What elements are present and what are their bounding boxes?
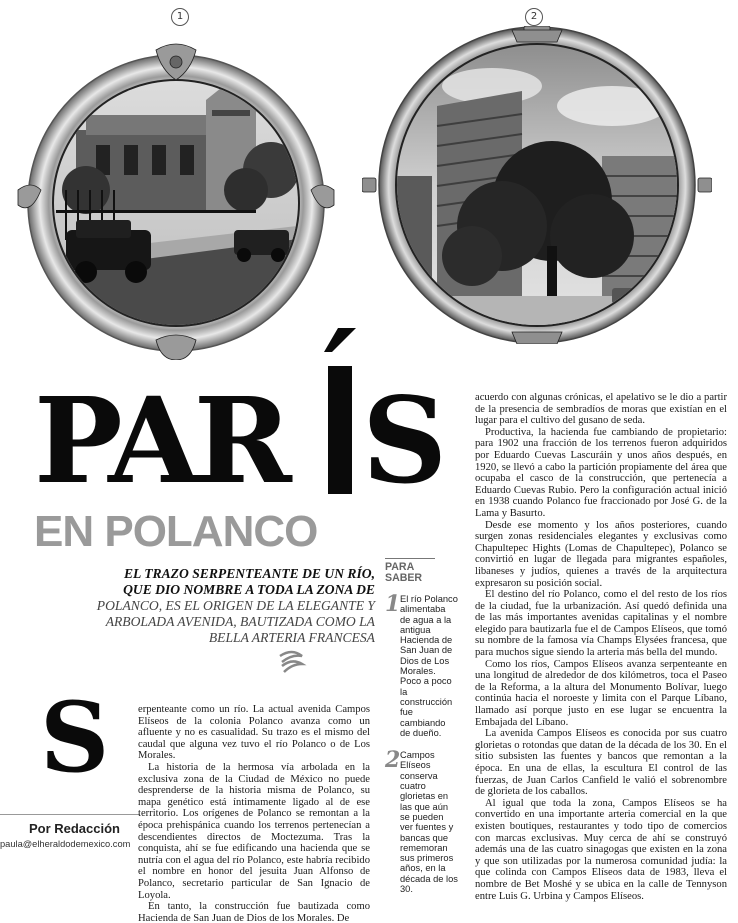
paragraph: En tanto, la construcción fue bautizada como Hacienda de San Juan de Dios de los Morales. De (138, 901, 370, 923)
lead-line-2: QUE DIO NOMBRE A TODA LA ZONA DE (123, 582, 375, 597)
sidebar-item-1 (385, 591, 460, 738)
sidebar-para-saber (385, 558, 460, 894)
paragraph: acuerdo con algunas crónicas, el apelativo se le dio a partir de la presencia de sembradíos de moras que existían en el lugar para el cultivo del gusano de seda. (475, 392, 727, 427)
lead-line-3: POLANCO, ES EL ORIGEN DE LA ELEGANTE Y (96, 598, 375, 613)
paragraph: La historia de la hermosa vía arbolada en la exclusiva zona de la Ciudad de México no puede desprenderse de la historia misma de Polanco, su mapa genético está íntimamente ligado al de ese territorio. Los orígenes de Polanco se remontan a la época prehispánica cuando los terrenos pertenecían a descendientes directos de Moctezuma. Tras la conquista, ahí se fue edificando una hacienda que se nutría con el agua del río Polanco, este habría recibido el nombre en honor del jesuita Juan Alfonso de Polanco, secretario particular de San Ignacio de Loyola. (138, 761, 370, 901)
sidebar-item-number: 1 (385, 591, 401, 617)
sidebar-item-2 (385, 747, 460, 895)
sidebar-item-number: 2 (385, 747, 401, 774)
sidebar-heading-2: SABER (385, 572, 423, 584)
sidebar-item-text: Campos Elíseos conserva cuatro glorietas en las que aún se pueden ver fuentes y bancas que rememoran sus primeros años, en la década de los 30. (400, 750, 458, 895)
byline-email: paula@elheraldodemexico.com (0, 839, 131, 849)
photo-number-1: 1 (171, 8, 189, 26)
byline-author: Por Redacción (28, 821, 120, 836)
lead-line-5: BELLA ARTERIA FRANCESA (208, 630, 375, 645)
paragraph: El destino del río Polanco, como el del resto de los ríos de la ciudad, fue la urbanización. Así quedó definida una de las más importantes avenidas capitalinas y el nombre elegido para bautizarla fue el de Campos Elíseos, que tomó su nombre de la famosa vía Champs Elysées francesa, que para muchos sigue siendo la arteria más bella del mundo. (475, 589, 727, 659)
headline-accented-i (316, 328, 360, 496)
photo-2-frame (362, 26, 712, 344)
paragraph: Como los ríos, Campos Elíseos avanza serpenteante en una longitud de alrededor de dos kilómetros, toca el Paseo de la Reforma, a la altura del Monumento Bolívar, luego continúa hacia el noroeste y limita con el Parque Líbano, llamado así porque justo en ese lugar se encuentra la Embajada del Líbano. (475, 658, 727, 728)
decorative-swirl-icon (276, 650, 308, 678)
article-column-1 (138, 704, 370, 923)
lead-line-4: ARBOLADA AVENIDA, BAUTIZADA COMO LA (105, 614, 375, 629)
headline-par: PAR (34, 371, 286, 510)
paragraph: Al igual que toda la zona, Campos Elíseos se ha convertido en una importante arteria comercial en la que existen boutiques, restaurantes y todo tipo de comercios con marcas exclusivas. Muy cerca de ahí se construyó además una de las cuatro sinagogas que existen en la zona y que son utilizadas por la numerosa comunidad judía: la que colinda con Campos Elíseos data de 1983, lleva el nombre de Bet Moshé y se ubica en la calle de Tennyson entre Luis G. Urbina y Campos Elíseos. (475, 797, 727, 902)
paragraph: La avenida Campos Elíseos es conocida por sus cuatro glorietas o rotondas que datan de la década de los 30. En el sitio subsisten las fuentes y bancos que remontan a la época. En una de ellas, la escultura El control de las fuerzas, de Juan Carlos Canfield le valió el sobrenombre de glorieta de los caballos. (475, 728, 727, 798)
drop-cap: S (40, 681, 110, 794)
lead-paragraph (30, 566, 375, 646)
headline-subtitle: EN POLANCO (34, 507, 318, 556)
sidebar-item-text: El río Polanco alimentaba de agua a la antigua Hacienda de San Juan de Dios de Los Morales. Poco a poco la construcción fue cambiando de dueño. (400, 594, 458, 738)
lead-line-1: EL TRAZO SERPENTEANTE DE UN RÍO, (123, 566, 375, 581)
photo-1-ornate-frame (16, 40, 336, 360)
historic-polanco-photo (16, 40, 336, 360)
paragraph: erpenteante como un río. La actual avenida Campos Elíseos de la colonia Polanco avanza como un afluente y no es casualidad. Su trazo es el mismo del caudal que alguna vez tuvo el río Polanco o de Los Morales. (138, 704, 370, 762)
modern-campos-eliseos-photo (362, 26, 712, 344)
paragraph: Productiva, la hacienda fue cambiando de propietario: para 1902 una fracción de los terrenos fueron adquiridos por Eduardo Cuevas Lascuráin y unos años después, en 1920, se llevó a cabo la partición propiamente del área que ocupaba el casco de la construcción, que pertenecía a Eduardo Cuevas Rubio. Pero la configuración actual inició en 1938 cuando Polanco fue fraccionado por José G. de la Lama y Basurto. (475, 426, 727, 519)
sidebar-heading-1: PARA (385, 561, 415, 573)
headline-s: S (362, 371, 444, 510)
byline (0, 814, 140, 849)
article-column-2 (475, 392, 727, 902)
paragraph: Desde ese momento y los años posteriores, cuando surgen zonas residenciales elegantes y exclusivas como Chapultepec Hights (Lomas de Chapultepec), Polanco se convirtió en lugar de llegada para migrantes españoles, libaneses y judíos, quienes a través de la arquitectura expresaron su posición social. (475, 519, 727, 589)
photo-number-2: 2 (525, 8, 543, 26)
